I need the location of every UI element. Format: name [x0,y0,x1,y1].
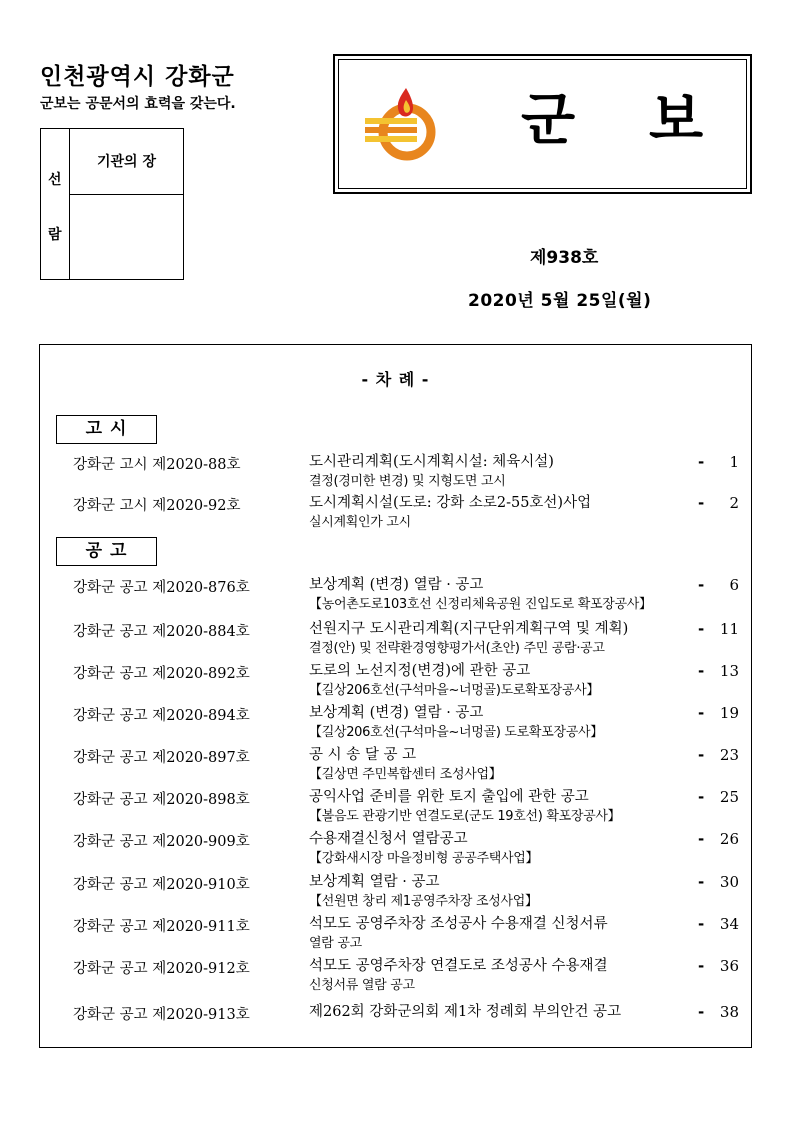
entry-subtitle: 열람 공고 [309,936,362,951]
entry-subtitle: 【농어촌도로103호선 신정리체육공원 진입도로 확포장공사】 [309,597,652,612]
entry-title: 선원지구 도시관리계획(지구단위계획구역 및 계획) [309,621,629,637]
legal-notice: 군보는 공문서의 효력을 갖는다. [40,96,236,112]
entry-page: 2 [729,494,739,512]
gun-logo-icon [359,84,449,164]
entry-title: 보상계획 열람 · 공고 [309,874,440,890]
entry-dash: - [698,1003,705,1021]
entry-code: 강화군 공고 제2020-911호 [73,919,250,935]
entry-title: 제262회 강화군의회 제1차 정례회 부의안건 공고 [309,1004,622,1020]
entry-subtitle: 【선원면 창리 제1공영주차장 조성사업】 [309,894,538,909]
approval-label-column [41,129,70,279]
entry-dash: - [698,704,705,722]
entry-dash: - [698,494,705,512]
entry-page: 36 [719,957,739,975]
entry-subtitle: 【길상206호선(구석마을~너멍골)도로확포장공사】 [309,683,600,698]
entry-code: 강화군 공고 제2020-898호 [73,792,250,808]
entry-page: 30 [719,873,739,891]
entry-title: 석모도 공영주차장 조성공사 수용재결 신청서류 [309,916,608,932]
entry-page: 25 [719,788,739,806]
organization-name: 인천광역시 강화군 [40,64,235,90]
approval-label-char2: 람 [48,227,62,243]
entry-code: 강화군 공고 제2020-913호 [73,1007,250,1023]
logo-band-top-icon [365,118,417,124]
entry-code: 강화군 공고 제2020-894호 [73,708,250,724]
entry-title: 도시관리계획(도시계획시설: 체육시설) [309,454,554,470]
entry-dash: - [698,915,705,933]
entry-code: 강화군 공고 제2020-910호 [73,877,250,893]
masthead-char1: 군 [521,88,576,153]
entry-dash: - [698,620,705,638]
approval-label-char1: 선 [48,172,62,188]
approval-box [40,128,184,280]
entry-dash: - [698,830,705,848]
entry-title: 도시계획시설(도로: 강화 소로2-55호선)사업 [309,495,592,511]
entry-title: 보상계획 (변경) 열람 · 공고 [309,705,484,721]
entry-subtitle: 실시계획인가 고시 [309,515,411,530]
entry-code: 강화군 공고 제2020-884호 [73,624,250,640]
entry-dash: - [698,453,705,471]
section-header-announcement: 고 시 [56,415,157,444]
toc-title: - 차 례 - [361,370,430,389]
entry-dash: - [698,957,705,975]
section-header-public-notice: 공 고 [56,537,157,566]
entry-page: 38 [719,1003,739,1021]
logo-band-bottom-icon [365,136,417,142]
entry-page: 11 [719,620,739,638]
entry-code: 강화군 공고 제2020-892호 [73,666,250,682]
entry-page: 23 [719,746,739,764]
entry-page: 6 [729,576,739,594]
entry-page: 13 [719,662,739,680]
entry-page: 1 [729,453,739,471]
entry-code: 강화군 고시 제2020-92호 [73,498,241,514]
entry-page: 26 [719,830,739,848]
entry-subtitle: 결정(경미한 변경) 및 지형도면 고시 [309,474,506,489]
entry-title: 보상계획 (변경) 열람 · 공고 [309,577,484,593]
entry-code: 강화군 공고 제2020-876호 [73,580,250,596]
entry-code: 강화군 고시 제2020-88호 [73,457,241,473]
entry-subtitle: 신청서류 열람 공고 [309,978,415,993]
entry-subtitle: 결정(안) 및 전략환경영향평가서(초안) 주민 공람·공고 [309,641,605,656]
table-of-contents [39,344,752,1048]
entry-page: 19 [719,704,739,722]
entry-page: 34 [719,915,739,933]
issue-date: 2020년 5월 25일(월) [468,291,652,311]
entry-dash: - [698,873,705,891]
issue-number: 제938호 [530,248,599,268]
entry-subtitle: 【길상206호선(구석마을~너멍골) 도로확포장공사】 [309,725,603,740]
entry-dash: - [698,576,705,594]
entry-title: 도로의 노선지정(변경)에 관한 공고 [309,663,531,679]
entry-code: 강화군 공고 제2020-909호 [73,834,250,850]
entry-dash: - [698,788,705,806]
entry-title: 공 시 송 달 공 고 [309,747,417,763]
masthead-char2: 보 [649,88,704,153]
entry-dash: - [698,746,705,764]
entry-code: 강화군 공고 제2020-912호 [73,961,250,977]
logo-band-mid-icon [365,127,417,133]
entry-dash: - [698,662,705,680]
approval-column-head: 기관의 장 [70,129,183,195]
entry-subtitle: 【길상면 주민복합센터 조성사업】 [309,767,502,782]
entry-code: 강화군 공고 제2020-897호 [73,750,250,766]
entry-title: 석모도 공영주차장 연결도로 조성공사 수용재결 [309,958,608,974]
entry-title: 공익사업 준비를 위한 토지 출입에 관한 공고 [309,789,589,805]
entry-subtitle: 【볼음도 관광기반 연결도로(군도 19호선) 확포장공사】 [309,809,621,824]
entry-title: 수용재결신청서 열람공고 [309,831,468,847]
masthead-box [333,54,752,194]
entry-subtitle: 【강화새시장 마을정비형 공공주택사업】 [309,851,539,866]
